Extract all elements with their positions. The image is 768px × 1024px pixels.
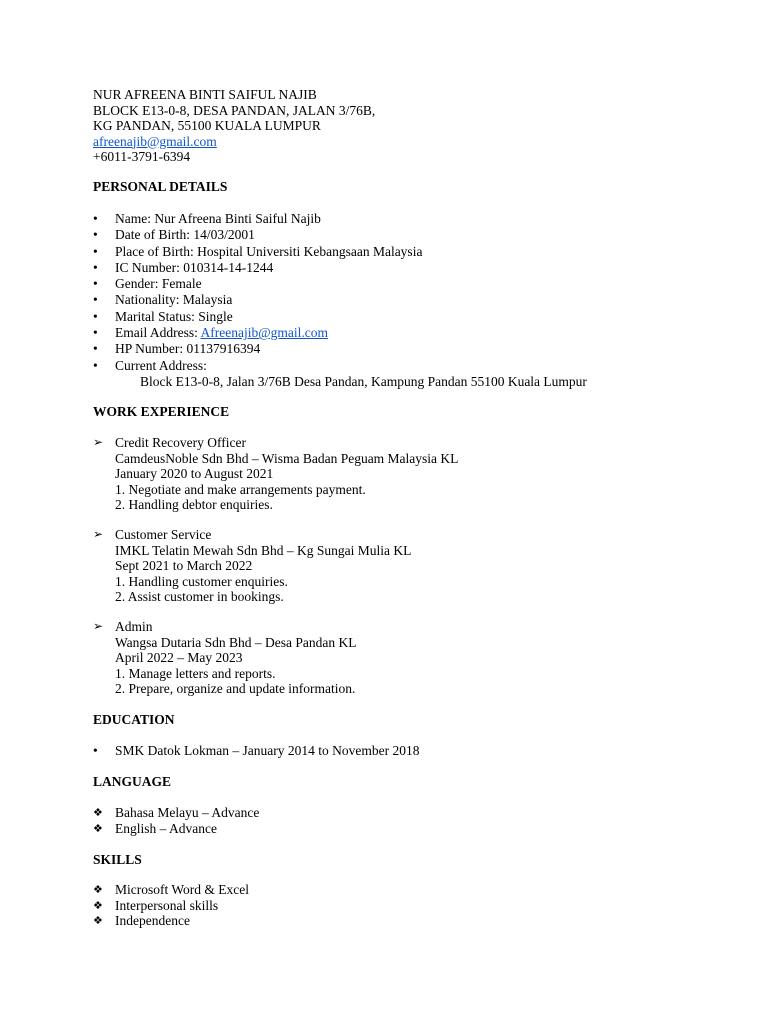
diamond-bullet-icon: ❖ [93, 821, 103, 835]
address-line-2: KG PANDAN, 55100 KUALA LUMPUR [93, 118, 321, 133]
list-item: ❖ Interpersonal skills [93, 897, 219, 913]
address-line-1: BLOCK E13-0-8, DESA PANDAN, JALAN 3/76B, [93, 102, 376, 118]
personal-details-heading: PERSONAL DETAILS [93, 179, 228, 194]
job-period: April 2022 – May 2023 [115, 650, 243, 665]
bullet-icon [93, 292, 107, 308]
list-item: • Current Address: [93, 358, 422, 374]
list-item: • Nationality: Malaysia [93, 292, 422, 308]
job-duty: 2. Prepare, organize and update information. [115, 681, 356, 696]
diamond-bullet-icon: ❖ [93, 883, 103, 896]
job-entry [93, 619, 357, 697]
job-duty: 2. Assist customer in bookings. [115, 589, 284, 604]
language-list [93, 805, 259, 836]
arrow-bullet-icon: ➢ [93, 619, 104, 633]
job-company: CamdeusNoble Sdn Bhd – Wisma Badan Peguam Malaysia KL [115, 450, 459, 466]
diamond-bullet-icon: ❖ [93, 914, 103, 927]
list-item: • SMK Datok Lokman – January 2014 to November 2018 [93, 743, 419, 759]
job-period: January 2020 to August 2021 [115, 466, 274, 481]
language-heading: LANGUAGE [93, 774, 172, 789]
bullet-icon [93, 743, 107, 759]
job-entry [93, 527, 411, 605]
job-duty: 1. Negotiate and make arrangements payment. [115, 481, 366, 497]
skills-heading: SKILLS [93, 852, 142, 867]
arrow-bullet-icon: ➢ [93, 527, 104, 541]
email-link[interactable]: afreenajib@gmail.com [93, 133, 217, 149]
list-item: • Place of Birth: Hospital Universiti Kebangsaan Malaysia [93, 244, 422, 260]
list-item: • HP Number: 01137916394 [93, 341, 422, 357]
job-company: IMKL Telatin Mewah Sdn Bhd – Kg Sungai Mulia KL [115, 542, 412, 558]
bullet-icon [93, 276, 107, 292]
bullet-icon [93, 244, 107, 260]
list-item: • IC Number: 010314-14-1244 [93, 260, 422, 276]
job-period: Sept 2021 to March 2022 [115, 558, 253, 573]
job-title: Admin [115, 619, 153, 634]
list-item: ❖ Bahasa Melayu – Advance [93, 805, 260, 820]
job-duty: 1. Handling customer enquiries. [115, 573, 288, 589]
bullet-icon [93, 358, 107, 374]
bullet-icon [93, 211, 107, 227]
list-item: ❖ Independence [93, 913, 190, 928]
bullet-icon [93, 227, 107, 243]
diamond-bullet-icon: ❖ [93, 898, 103, 912]
contact-header [93, 87, 375, 165]
phone-number: +6011-3791-6394 [93, 149, 191, 164]
work-experience-heading: WORK EXPERIENCE [93, 404, 230, 419]
education-heading: EDUCATION [93, 712, 175, 727]
job-duty: 2. Handling debtor enquiries. [115, 497, 273, 512]
current-address-value: Block E13-0-8, Jalan 3/76B Desa Pandan, Kampung Pandan 55100 Kuala Lumpur [140, 374, 587, 389]
skills-list [93, 882, 249, 929]
job-title: Credit Recovery Officer [115, 435, 246, 450]
list-item: • Date of Birth: 14/03/2001 [93, 227, 422, 243]
full-name: NUR AFREENA BINTI SAIFUL NAJIB [93, 87, 317, 102]
list-item: ❖ English – Advance [93, 820, 217, 836]
personal-details-list [93, 211, 422, 374]
arrow-bullet-icon: ➢ [93, 435, 104, 449]
job-title: Customer Service [115, 527, 212, 542]
bullet-icon [93, 309, 107, 325]
list-item: • Gender: Female [93, 276, 422, 292]
job-duty: 1. Manage letters and reports. [115, 665, 276, 681]
list-item: • Name: Nur Afreena Binti Saiful Najib [93, 211, 422, 227]
bullet-icon [93, 325, 107, 341]
email-address-link[interactable]: Afreenajib@gmail.com [200, 325, 329, 341]
education-list [93, 743, 419, 759]
job-entry [93, 435, 458, 513]
list-item: ❖ Microsoft Word & Excel [93, 882, 250, 897]
diamond-bullet-icon: ❖ [93, 806, 103, 819]
list-item: • Marital Status: Single [93, 309, 422, 325]
bullet-icon [93, 341, 107, 357]
bullet-icon [93, 260, 107, 276]
job-company: Wangsa Dutaria Sdn Bhd – Desa Pandan KL [115, 634, 357, 650]
list-item: • Email Address: Afreenajib@gmail.com [93, 325, 422, 341]
